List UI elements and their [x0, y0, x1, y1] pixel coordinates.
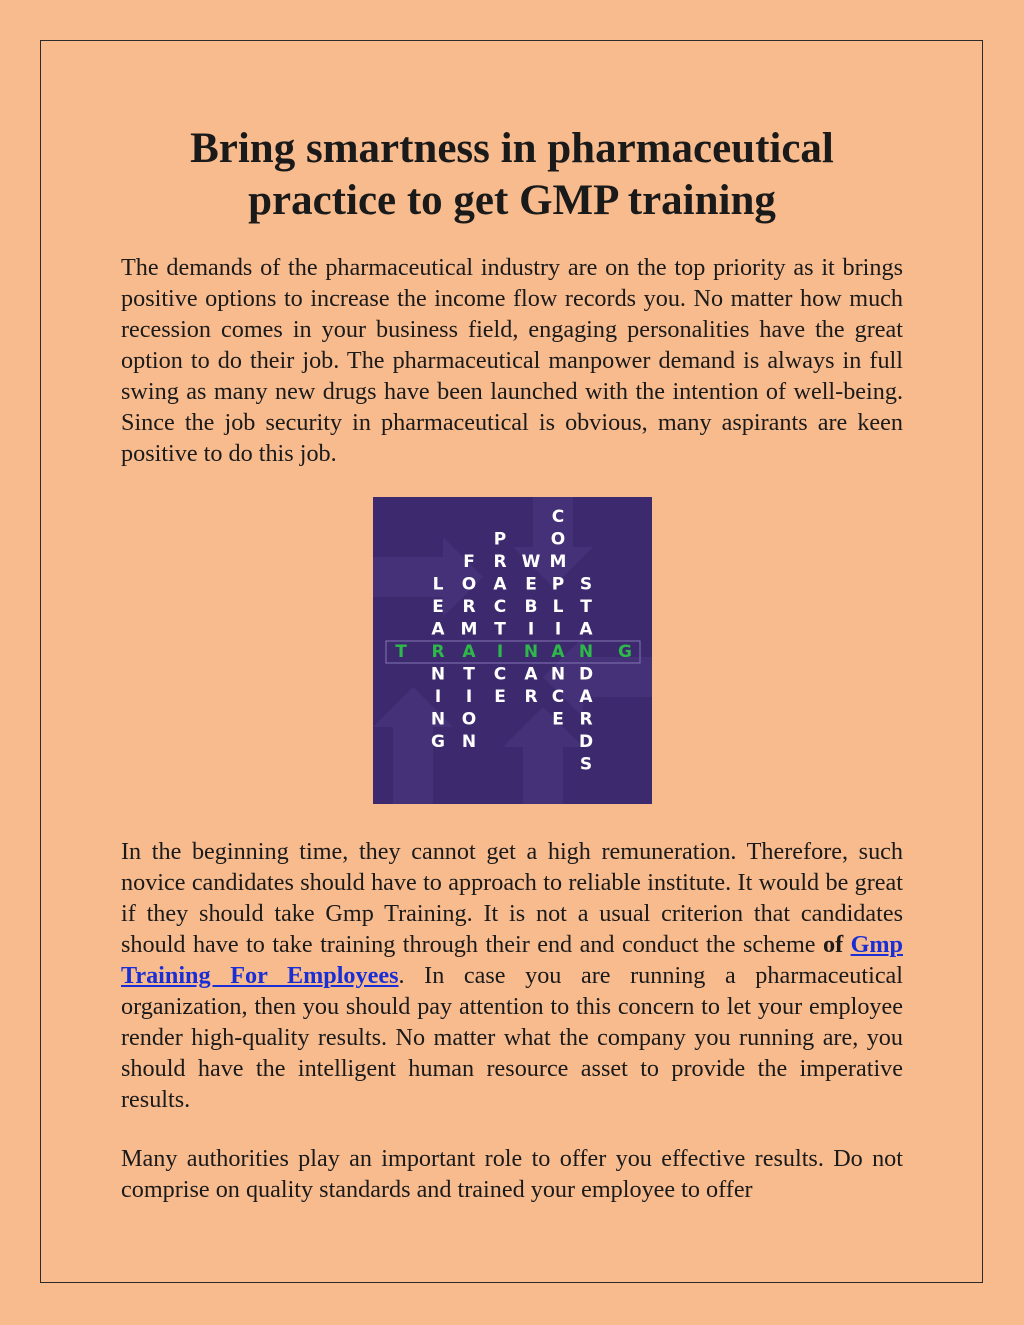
column-letter: O — [461, 574, 477, 595]
column-letter: R — [462, 597, 476, 617]
column-letter: F — [463, 552, 475, 572]
column-letter: S — [579, 754, 593, 775]
column-letter: A — [579, 619, 593, 640]
column-letter: L — [432, 574, 444, 595]
training-letter: G — [618, 642, 632, 662]
column-letter: A — [524, 664, 538, 685]
column-letter: A — [493, 574, 507, 595]
column-letter: G — [431, 732, 445, 752]
puzzle-svg — [373, 497, 652, 804]
training-word-puzzle-image — [373, 497, 652, 804]
crossing-letter: N — [578, 642, 594, 662]
column-letter: O — [550, 529, 566, 550]
paragraph-2-text-end: . In case you are running a pharmaceutical organization, then you should pay attention to this concern to let your employee render high-quality results. No matter what the company you running are, you should have the intelligent human resource asset to provide the imperative results. — [121, 962, 904, 1113]
column-letter: E — [494, 687, 506, 707]
paragraph-1: The demands of the pharmaceutical industry are on the top priority as it brings positive options to increase the income flow records you. No matter how much recession comes in your business field, engaging personalities have the great option to do their job. The pharmaceutical manpower demand is always in full swing as many new drugs have been launched with the intention of well-being. Since the job security in pharmaceutical is obvious, many aspirants are keen positive to do this job. — [121, 254, 903, 467]
column-letter: P — [493, 529, 507, 550]
column-letter: D — [578, 664, 594, 685]
column-letter: C — [493, 664, 507, 685]
column-letter: N — [461, 732, 477, 752]
title-line-1: Bring smartness in pharmaceutical — [190, 125, 834, 172]
column-letter: P — [551, 574, 565, 595]
column-letter: N — [430, 664, 446, 685]
column-letter: I — [554, 619, 562, 640]
paragraph-3: Many authorities play an important role to offer you effective results. Do not comprise on quality standards and trained your employee to offer — [121, 1145, 903, 1203]
column-letter: R — [579, 709, 593, 730]
column-letter: T — [494, 619, 506, 640]
column-letter: L — [552, 597, 564, 617]
column-letter: I — [465, 687, 473, 707]
title-line-2: practice to get GMP training — [248, 177, 776, 224]
gmp-training-link[interactable]: Gmp Training For Employees — [121, 931, 903, 989]
crossing-letter: R — [431, 642, 445, 662]
paragraph-2-text-start: In the beginning time, they cannot get a high remuneration. Therefore, such novice candidates should have to approach to reliable institute. It would be great if they should take Gmp Training. It is not a usual criterion that candidates should have to take training through their end and conduct the scheme — [121, 838, 903, 958]
column-letter: I — [434, 687, 442, 707]
column-letter: E — [552, 709, 564, 730]
crossing-letter: A — [551, 642, 565, 662]
crossing-letter: A — [462, 642, 476, 662]
training-letter: T — [395, 642, 407, 662]
column-letter: W — [521, 552, 541, 572]
page-title — [0, 123, 1024, 227]
paragraph-2 — [121, 836, 903, 1115]
column-letter: A — [431, 619, 445, 640]
column-letter: M — [460, 619, 478, 640]
column-letter: S — [579, 574, 593, 595]
paragraph-2-bold: of — [822, 931, 844, 958]
column-letter: E — [525, 574, 537, 595]
column-letter: C — [551, 507, 565, 527]
column-letter: O — [461, 709, 477, 730]
column-letter: I — [527, 619, 535, 640]
column-letter: N — [550, 664, 566, 685]
column-letter: E — [432, 597, 444, 617]
column-letter: C — [493, 597, 507, 617]
column-letter: R — [524, 687, 538, 707]
crossing-letter: I — [496, 642, 504, 662]
column-letter: A — [579, 687, 593, 707]
column-letter: T — [463, 664, 475, 685]
crossing-letter: N — [523, 642, 539, 662]
column-letter: M — [549, 552, 567, 572]
column-letter: R — [493, 552, 507, 572]
column-letter: D — [578, 732, 594, 752]
column-letter: N — [430, 709, 446, 730]
column-letter: B — [524, 597, 538, 617]
column-letter: C — [551, 687, 565, 707]
column-letter: T — [580, 597, 592, 617]
